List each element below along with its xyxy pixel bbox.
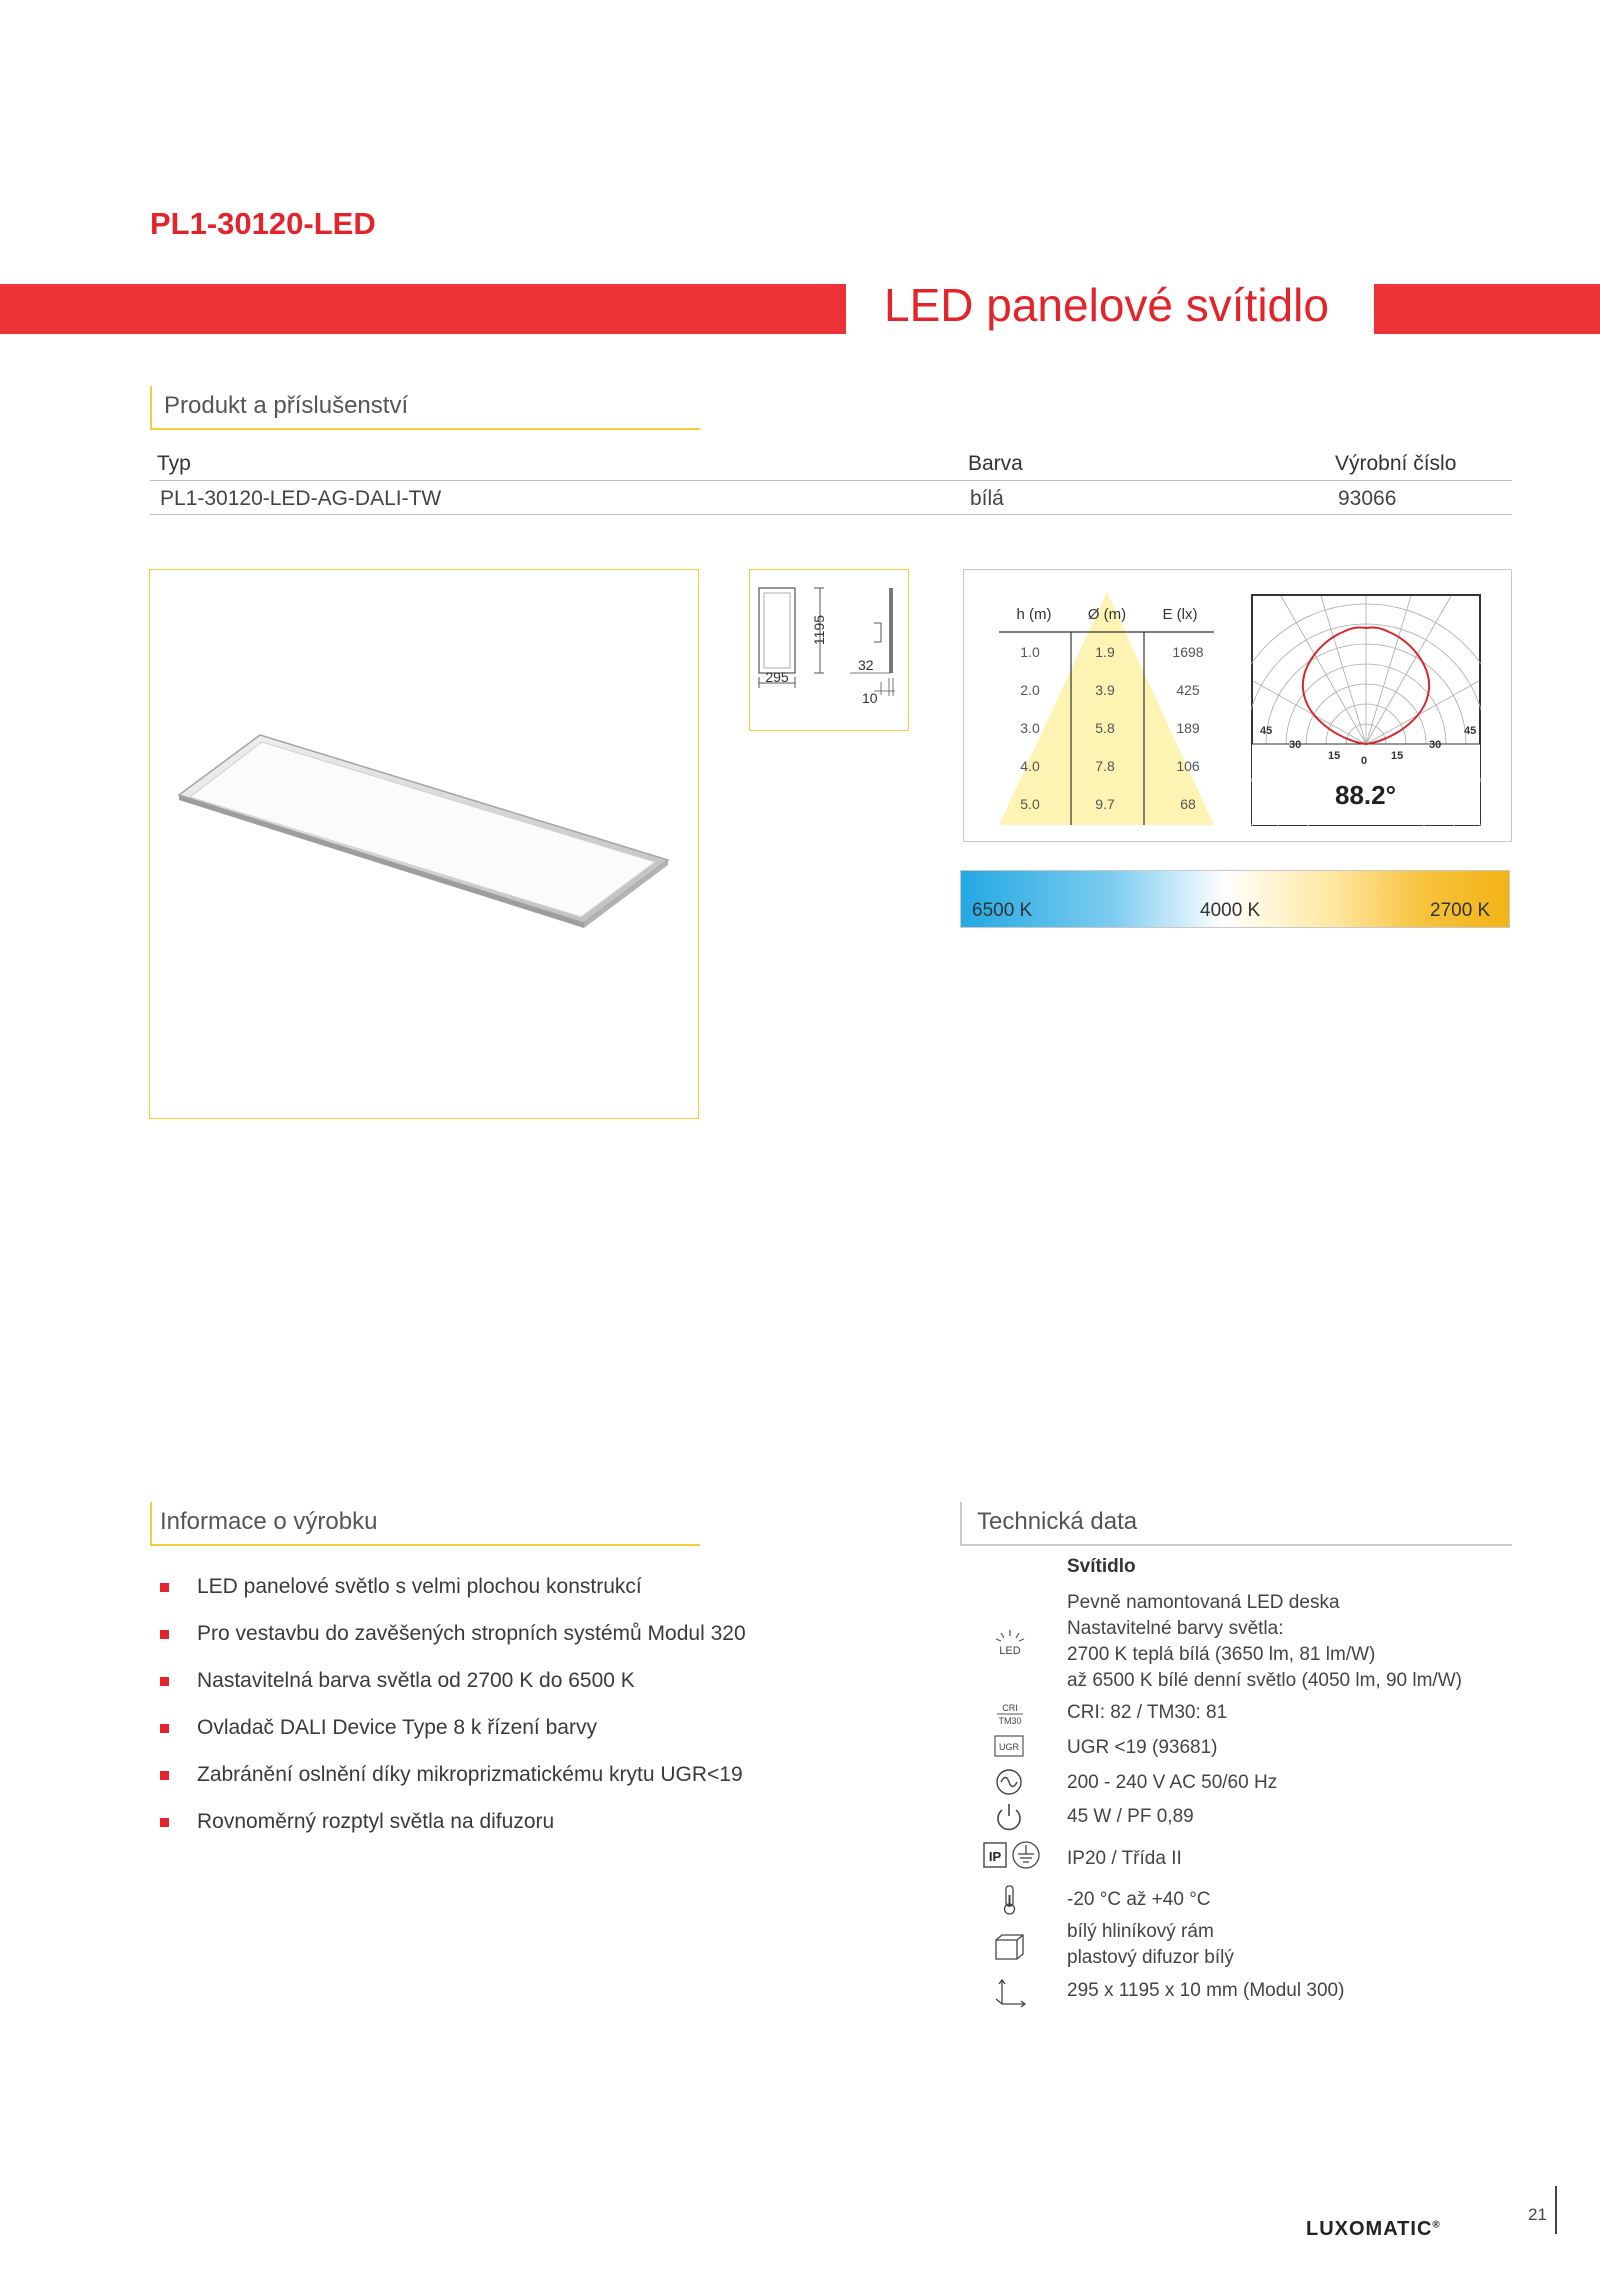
polar-angle-label: 30 bbox=[1289, 739, 1302, 751]
table-row-rule bbox=[150, 514, 1512, 515]
box-icon bbox=[987, 1932, 1033, 1962]
list-item: Rovnoměrný rozptyl světla na difuzoru bbox=[197, 1810, 555, 1833]
list-item: Pro vestavbu do zavěšených stropních systémů Modul 320 bbox=[197, 1622, 746, 1645]
polar-diagram bbox=[1251, 594, 1481, 826]
photometry-cell: 1.0 bbox=[1020, 644, 1040, 660]
tech-voltage: 200 - 240 V AC 50/60 Hz bbox=[1067, 1772, 1278, 1793]
polar-angle-label: 45 bbox=[1464, 725, 1477, 737]
row-type: PL1-30120-LED-AG-DALI-TW bbox=[160, 487, 442, 510]
led-icon bbox=[987, 1628, 1033, 1658]
header-band-left bbox=[0, 284, 846, 334]
photometry-cell: 3.0 bbox=[1020, 720, 1040, 736]
bullet-marker bbox=[160, 1771, 169, 1780]
photometry-cell: 5.0 bbox=[1020, 796, 1040, 812]
bullet-marker bbox=[160, 1583, 169, 1592]
photometry-cell: 7.8 bbox=[1095, 758, 1115, 774]
ac-icon bbox=[987, 1768, 1033, 1798]
cct-cold-label: 6500 K bbox=[972, 900, 1033, 921]
bullet-marker bbox=[160, 1677, 169, 1686]
photometric-panel bbox=[963, 569, 1512, 842]
bullet-marker bbox=[160, 1818, 169, 1827]
bullet-marker bbox=[160, 1724, 169, 1733]
dimension-diagram bbox=[750, 570, 908, 730]
photometry-cell: 1.9 bbox=[1095, 644, 1115, 660]
dim-depth-a: 32 bbox=[858, 657, 874, 673]
tech-material-line: plastový difuzor bílý bbox=[1067, 1947, 1234, 1968]
tech-led-line: až 6500 K bílé denní světlo (4050 lm, 90 lm/W) bbox=[1067, 1670, 1462, 1691]
tech-power: 45 W / PF 0,89 bbox=[1067, 1806, 1194, 1827]
photometry-cell: 3.9 bbox=[1095, 682, 1115, 698]
tech-ip: IP20 / Třída II bbox=[1067, 1848, 1182, 1869]
photometry-cell: 106 bbox=[1176, 758, 1200, 774]
photometry-cell: 68 bbox=[1180, 796, 1196, 812]
led-panel-image bbox=[150, 570, 698, 1118]
cct-neutral-label: 4000 K bbox=[1200, 900, 1261, 921]
photometry-cell: 9.7 bbox=[1095, 796, 1115, 812]
list-item: LED panelové světlo s velmi plochou konstrukcí bbox=[197, 1575, 642, 1598]
tech-cri: CRI: 82 / TM30: 81 bbox=[1067, 1702, 1228, 1723]
svg-text:UGR: UGR bbox=[999, 1742, 1019, 1752]
photometry-cell: 5.8 bbox=[1095, 720, 1115, 736]
tech-ugr: UGR <19 (93681) bbox=[1067, 1737, 1218, 1758]
page-number: 21 bbox=[1528, 2205, 1547, 2224]
tech-led-line: Nastavitelné barvy světla: bbox=[1067, 1618, 1284, 1639]
list-item: Nastavitelná barva světla od 2700 K do 6500 K bbox=[197, 1669, 635, 1692]
svg-text:CRI: CRI bbox=[1002, 1703, 1018, 1713]
table-header-rule bbox=[150, 480, 1512, 481]
polar-angle-label: 45 bbox=[1260, 725, 1273, 737]
row-code: 93066 bbox=[1338, 487, 1397, 510]
photometry-cell: 4.0 bbox=[1020, 758, 1040, 774]
page-number-rule bbox=[1555, 2186, 1557, 2234]
dim-depth-b: 10 bbox=[862, 690, 878, 706]
cct-warm-label: 2700 K bbox=[1430, 900, 1491, 921]
tech-temperature: -20 °C až +40 °C bbox=[1067, 1889, 1211, 1910]
dim-width: 295 bbox=[765, 669, 789, 685]
tech-subheading: Svítidlo bbox=[1067, 1556, 1136, 1577]
product-image-frame bbox=[149, 569, 699, 1119]
photometry-cell: 189 bbox=[1176, 720, 1200, 736]
svg-text:IP: IP bbox=[988, 1849, 1002, 1864]
svg-text:TM30: TM30 bbox=[998, 1716, 1022, 1726]
dimension-drawing bbox=[749, 569, 909, 731]
photometry-cell: 425 bbox=[1176, 682, 1200, 698]
photometry-header: h (m) bbox=[1016, 606, 1052, 623]
dimensions-icon bbox=[987, 1978, 1033, 2008]
list-item: Zabránění oslnění díky mikroprizmatickému krytu UGR<19 bbox=[197, 1763, 743, 1786]
dim-height: 1195 bbox=[811, 614, 827, 646]
tech-size: 295 x 1195 x 10 mm (Modul 300) bbox=[1067, 1980, 1345, 2001]
thermometer-icon bbox=[987, 1885, 1033, 1915]
col-header-code: Výrobní číslo bbox=[1335, 452, 1457, 475]
tech-material-line: bílý hliníkový rám bbox=[1067, 1921, 1214, 1942]
row-color: bílá bbox=[970, 487, 1004, 510]
ugr-icon bbox=[987, 1733, 1033, 1763]
photometry-cell: 1698 bbox=[1172, 644, 1204, 660]
section-heading-info: Informace o výrobku bbox=[150, 1502, 700, 1546]
polar-angle-label: 15 bbox=[1391, 750, 1404, 762]
ip-class2-icon bbox=[983, 1840, 1043, 1872]
photometry-header: Ø (m) bbox=[1087, 606, 1127, 623]
cri-icon bbox=[987, 1700, 1033, 1730]
polar-angle-label: 15 bbox=[1328, 750, 1341, 762]
section-heading-tech: Technická data bbox=[960, 1502, 1512, 1546]
photometry-cell: 2.0 bbox=[1020, 682, 1040, 698]
photometry-header: E (lx) bbox=[1162, 606, 1198, 623]
list-item: Ovladač DALI Device Type 8 k řízení barvy bbox=[197, 1716, 597, 1739]
page-title: LED panelové svítidlo bbox=[884, 279, 1329, 331]
col-header-type: Typ bbox=[157, 452, 191, 475]
product-code: PL1-30120-LED bbox=[150, 206, 376, 241]
tech-led-line: 2700 K teplá bílá (3650 lm, 81 lm/W) bbox=[1067, 1644, 1376, 1665]
svg-text:LED: LED bbox=[999, 1645, 1021, 1657]
section-heading-products: Produkt a příslušenství bbox=[150, 386, 700, 430]
power-icon bbox=[987, 1802, 1033, 1832]
col-header-color: Barva bbox=[968, 452, 1023, 475]
bullet-marker bbox=[160, 1630, 169, 1639]
polar-angle-label: 30 bbox=[1429, 739, 1442, 751]
polar-angle-label: 0 bbox=[1361, 755, 1368, 767]
tech-heading-rule bbox=[960, 1544, 1512, 1546]
tech-led-line: Pevně namontovaná LED deska bbox=[1067, 1592, 1340, 1613]
header-band-right bbox=[1374, 284, 1600, 334]
beam-angle: 88.2° bbox=[1335, 780, 1397, 810]
brand-logo: LUXOMATIC® bbox=[1306, 2218, 1441, 2240]
